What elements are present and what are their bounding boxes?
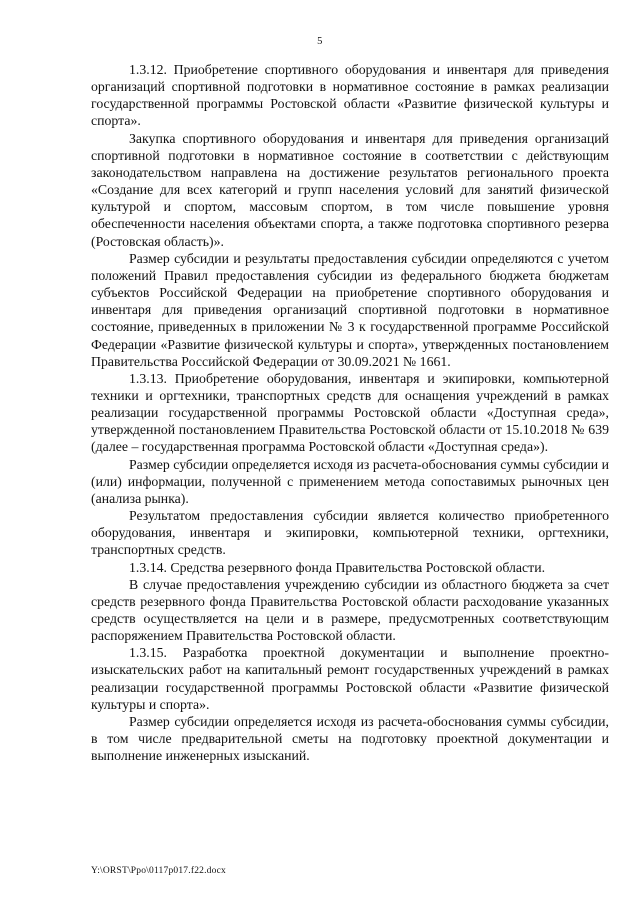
- paragraph-subsidy-result: Результатом предоставления субсидии является количество приобретенного оборудования, инвентаря и экипировки, компьютерной техники, оргтехники, транспортных средств.: [91, 508, 609, 558]
- paragraph-1-3-15: 1.3.15. Разработка проектной документации и выполнение проектно-изыскательских работ на капитальный ремонт государственных учреждений в рамках реализации государственной программы Ростовской области «Развитие физической культуры и спорта».: [91, 645, 609, 712]
- paragraph-subsidy-size-calculation: Размер субсидии определяется исходя из расчета-обоснования суммы субсидии и (или) информации, полученной с применением метода сопоставимых рыночных цен (анализа рынка).: [91, 456, 609, 506]
- paragraph-subsidy-size-results: Размер субсидии и результаты предоставления субсидии определяются с учетом положений Правил предоставления субсидии из федерального бюджета бюджетам субъектов Российской Федерации на приобретение спортивного оборудования и инвентаря для приведения организаций спортивной подготовки в нормативное состояние, приведенных в приложении № 3 к государственной программе Российской Федерации «Развитие физической культуры и спорта», утвержденных постановлением Правительства Российской Федерации от 30.09.2021 № 1661.: [91, 250, 609, 369]
- page-number: 5: [317, 36, 323, 47]
- paragraph-reserve-fund: В случае предоставления учреждению субсидии из областного бюджета за счет средств резервного фонда Правительства Ростовской области расходование указанных средств осуществляется на цели и в размере, предусмотренных соответствующим распоряжением Правительства Ростовской области.: [91, 576, 609, 644]
- paragraph-1-3-14: 1.3.14. Средства резервного фонда Правительства Ростовской области.: [129, 559, 546, 575]
- paragraph-subsidy-estimate: Размер субсидии определяется исходя из расчета-обоснования суммы субсидии, в том числе предварительной сметы на подготовку проектной документации и выполнение инженерных изысканий.: [91, 713, 609, 764]
- paragraph-1-3-12: 1.3.12. Приобретение спортивного оборудования и инвентаря для приведения организаций спортивной подготовки в нормативное состояние в рамках реализации государственной программы Ростовской области «Развитие физической культуры и спорта».: [91, 62, 609, 129]
- footer-file-path: Y:\ORST\Ppo\0117p017.f22.docx: [91, 866, 226, 876]
- paragraph-procurement-sports-equipment: Закупка спортивного оборудования и инвентаря для приведения организаций спортивной подготовки в нормативное состояние в соответствии с действующим законодательством направлена на достижение результатов регионального проекта «Создание для всех категорий и групп населения условий для занятий физической культурой и спортом, массовым спортом, в том числе повышение уровня обеспеченности населения объектами спорта, а также подготовка спортивного резерва (Ростовская область)».: [91, 130, 609, 249]
- paragraph-1-3-13: 1.3.13. Приобретение оборудования, инвентаря и экипировки, компьютерной техники и оргтехники, транспортных средств для оснащения учреждений в рамках реализации государственной программы Ростовской области «Доступная среда», утвержденной постановлением Правительства Ростовской области от 15.10.2018 № 639 (далее – государственная программа Ростовской области «Доступная среда»).: [91, 370, 609, 455]
- document-body: [91, 61, 609, 764]
